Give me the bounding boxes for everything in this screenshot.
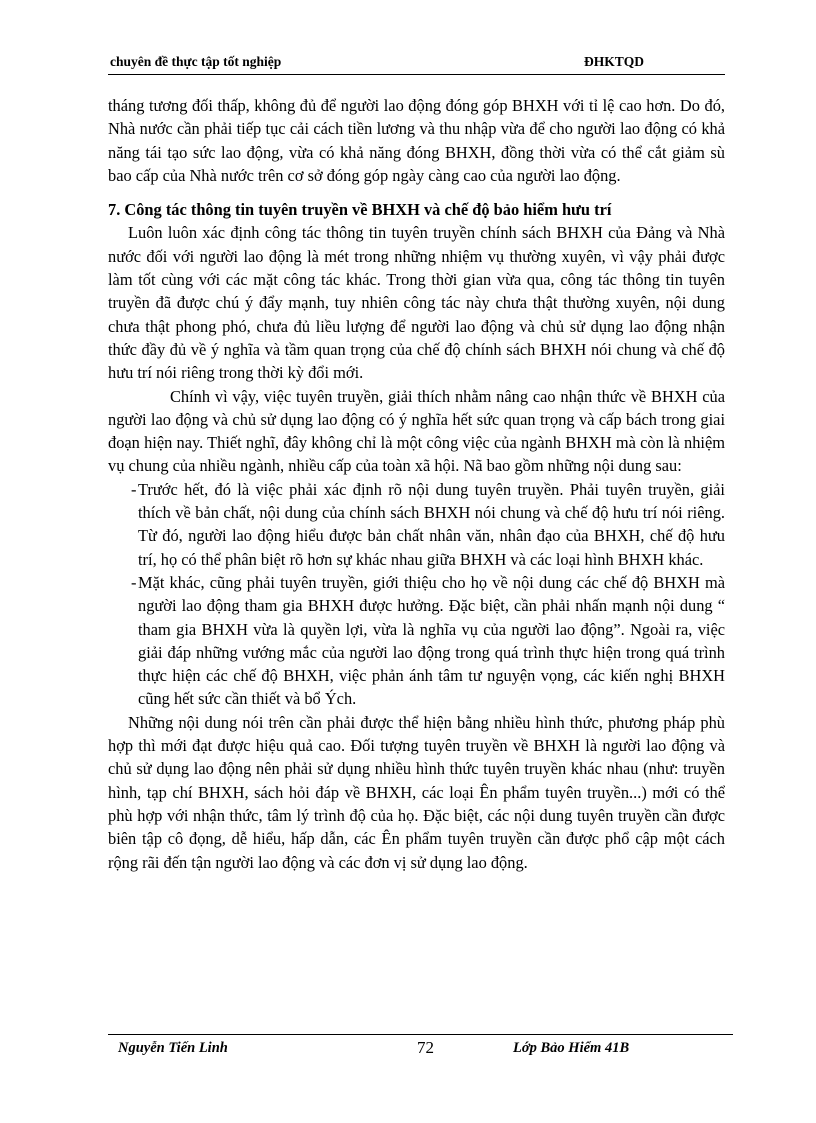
list-item-text: Mặt khác, cũng phải tuyên truyền, giới thiệu cho họ về nội dung các chế độ BHXH mà người lao động tham gia BHXH được hưởng. Đặc biệt, cần phải nhấn mạnh nội dung “ tham gia BHXH vừa là quyền lợi, vừa là nghĩa vụ của người lao động”. Ngoài ra, việc giải đáp những vướng mắc của người lao động trong quá trình thực hiện trong quá trình thực hiện các chế độ BHXH, việc phản ánh tâm tư nguyện vọng, các kiến nghị BHXH cũng hết sức cần thiết và bổ Ých. [138,572,725,709]
page-footer [108,1034,733,1065]
page-number: 72 [417,1038,434,1057]
list-item-text: Trước hết, đó là việc phải xác định rõ nội dung tuyên truyền. Phải tuyên truyền, giải thích về bản chất, nội dung của chính sách BHXH nói chung và chế độ hưu trí nói riêng. Từ đó, người lao động hiểu được bản chất nhân văn, nhân đạo của BHXH, chế độ hưu trí, họ có thể phân biệt rõ hơn sự khác nhau giữa BHXH và các loại hình BHXH khác. [138,479,725,569]
header-document-title: chuyên đề thực tập tốt nghiệp [110,54,282,69]
header-institution: ĐHKTQD [584,54,645,69]
section-heading: 7. Công tác thông tin tuyên truyền về BHXH và chế độ bảo hiểm hưu trí [108,200,612,220]
page-header [108,52,725,75]
paragraph-continuation: tháng tương đối thấp, không đủ để người lao động đóng góp BHXH với tỉ lệ cao hơn. Do đó, Nhà nước cần phải tiếp tục cải cách tiền lương và thu nhập vừa để cho người lao động có khả năng tái tạo sức lao động, vừa có khả năng đóng BHXH, đồng thời vừa có thể cắt giảm sù bao cấp của Nhà nước trên cơ sở đóng góp ngày càng cao của người lao động. [108,96,725,185]
paragraph-intro: Luôn luôn xác định công tác thông tin tuyên truyền chính sách BHXH của Đảng và Nhà nước đối với người lao động là mét trong những nhiệm vụ thường xuyên, vì vậy phải được làm tốt cùng với các mặt công tác khác. Trong thời gian vừa qua, công tác thông tin tuyên truyền đã được chú ý đẩy mạnh, tuy nhiên công tác này chưa thật thường xuyên, nội dung chưa thật phong phó, chưa đủ liều lượng để người lao động và chủ sử dụng lao động nhận thức đầy đủ về ý nghĩa và tầm quan trọng của chế độ chính sách BHXH nói chung và chế độ hưu trí nói riêng trong thời kỳ đổi mới. [108,223,725,383]
bullet-dash: - [131,479,137,499]
paragraph-methods: Những nội dung nói trên cần phải được thể hiện bằng nhiều hình thức, phương pháp phù hợp thì mới đạt được hiệu quả cao. Đối tượng tuyên truyền về BHXH là người lao động và chủ sử dụng lao động nên phải sử dụng nhiều hình thức tuyên truyền khác nhau (như: truyền hình, tạp chí BHXH, sách hỏi đáp về BHXH, các loại Ên phẩm tuyên truyền...) mới có thể phù hợp với nhận thức, tâm lý trình độ của họ. Đặc biệt, các nội dung tuyên truyền cần được biên tập cô đọng, dễ hiểu, hấp dẫn, các Ên phẩm tuyên truyền cần được phổ cập một cách rộng rãi đến tận người lao động và các đơn vị sử dụng lao động. [108,712,725,872]
footer-class: Lớp Bảo Hiểm 41B [513,1040,630,1056]
content-list [108,478,725,711]
paragraph-importance: Chính vì vậy, việc tuyên truyền, giải thích nhằm nâng cao nhận thức về BHXH của người lao động và chủ sử dụng lao động có ý nghĩa hết sức quan trọng và cấp bách trong giai đoạn hiện nay. Thiết nghĩ, đây không chỉ là một công việc của ngành BHXH mà còn là nhiệm vụ chung của nhiều ngành, nhiều cấp của toàn xã hội. Nã bao gồm những nội dung sau: [108,386,725,476]
list-item [108,478,725,571]
list-item [108,571,725,711]
footer-author: Nguyễn Tiến Linh [118,1040,228,1056]
page-body [108,94,725,874]
bullet-dash: - [131,572,137,592]
